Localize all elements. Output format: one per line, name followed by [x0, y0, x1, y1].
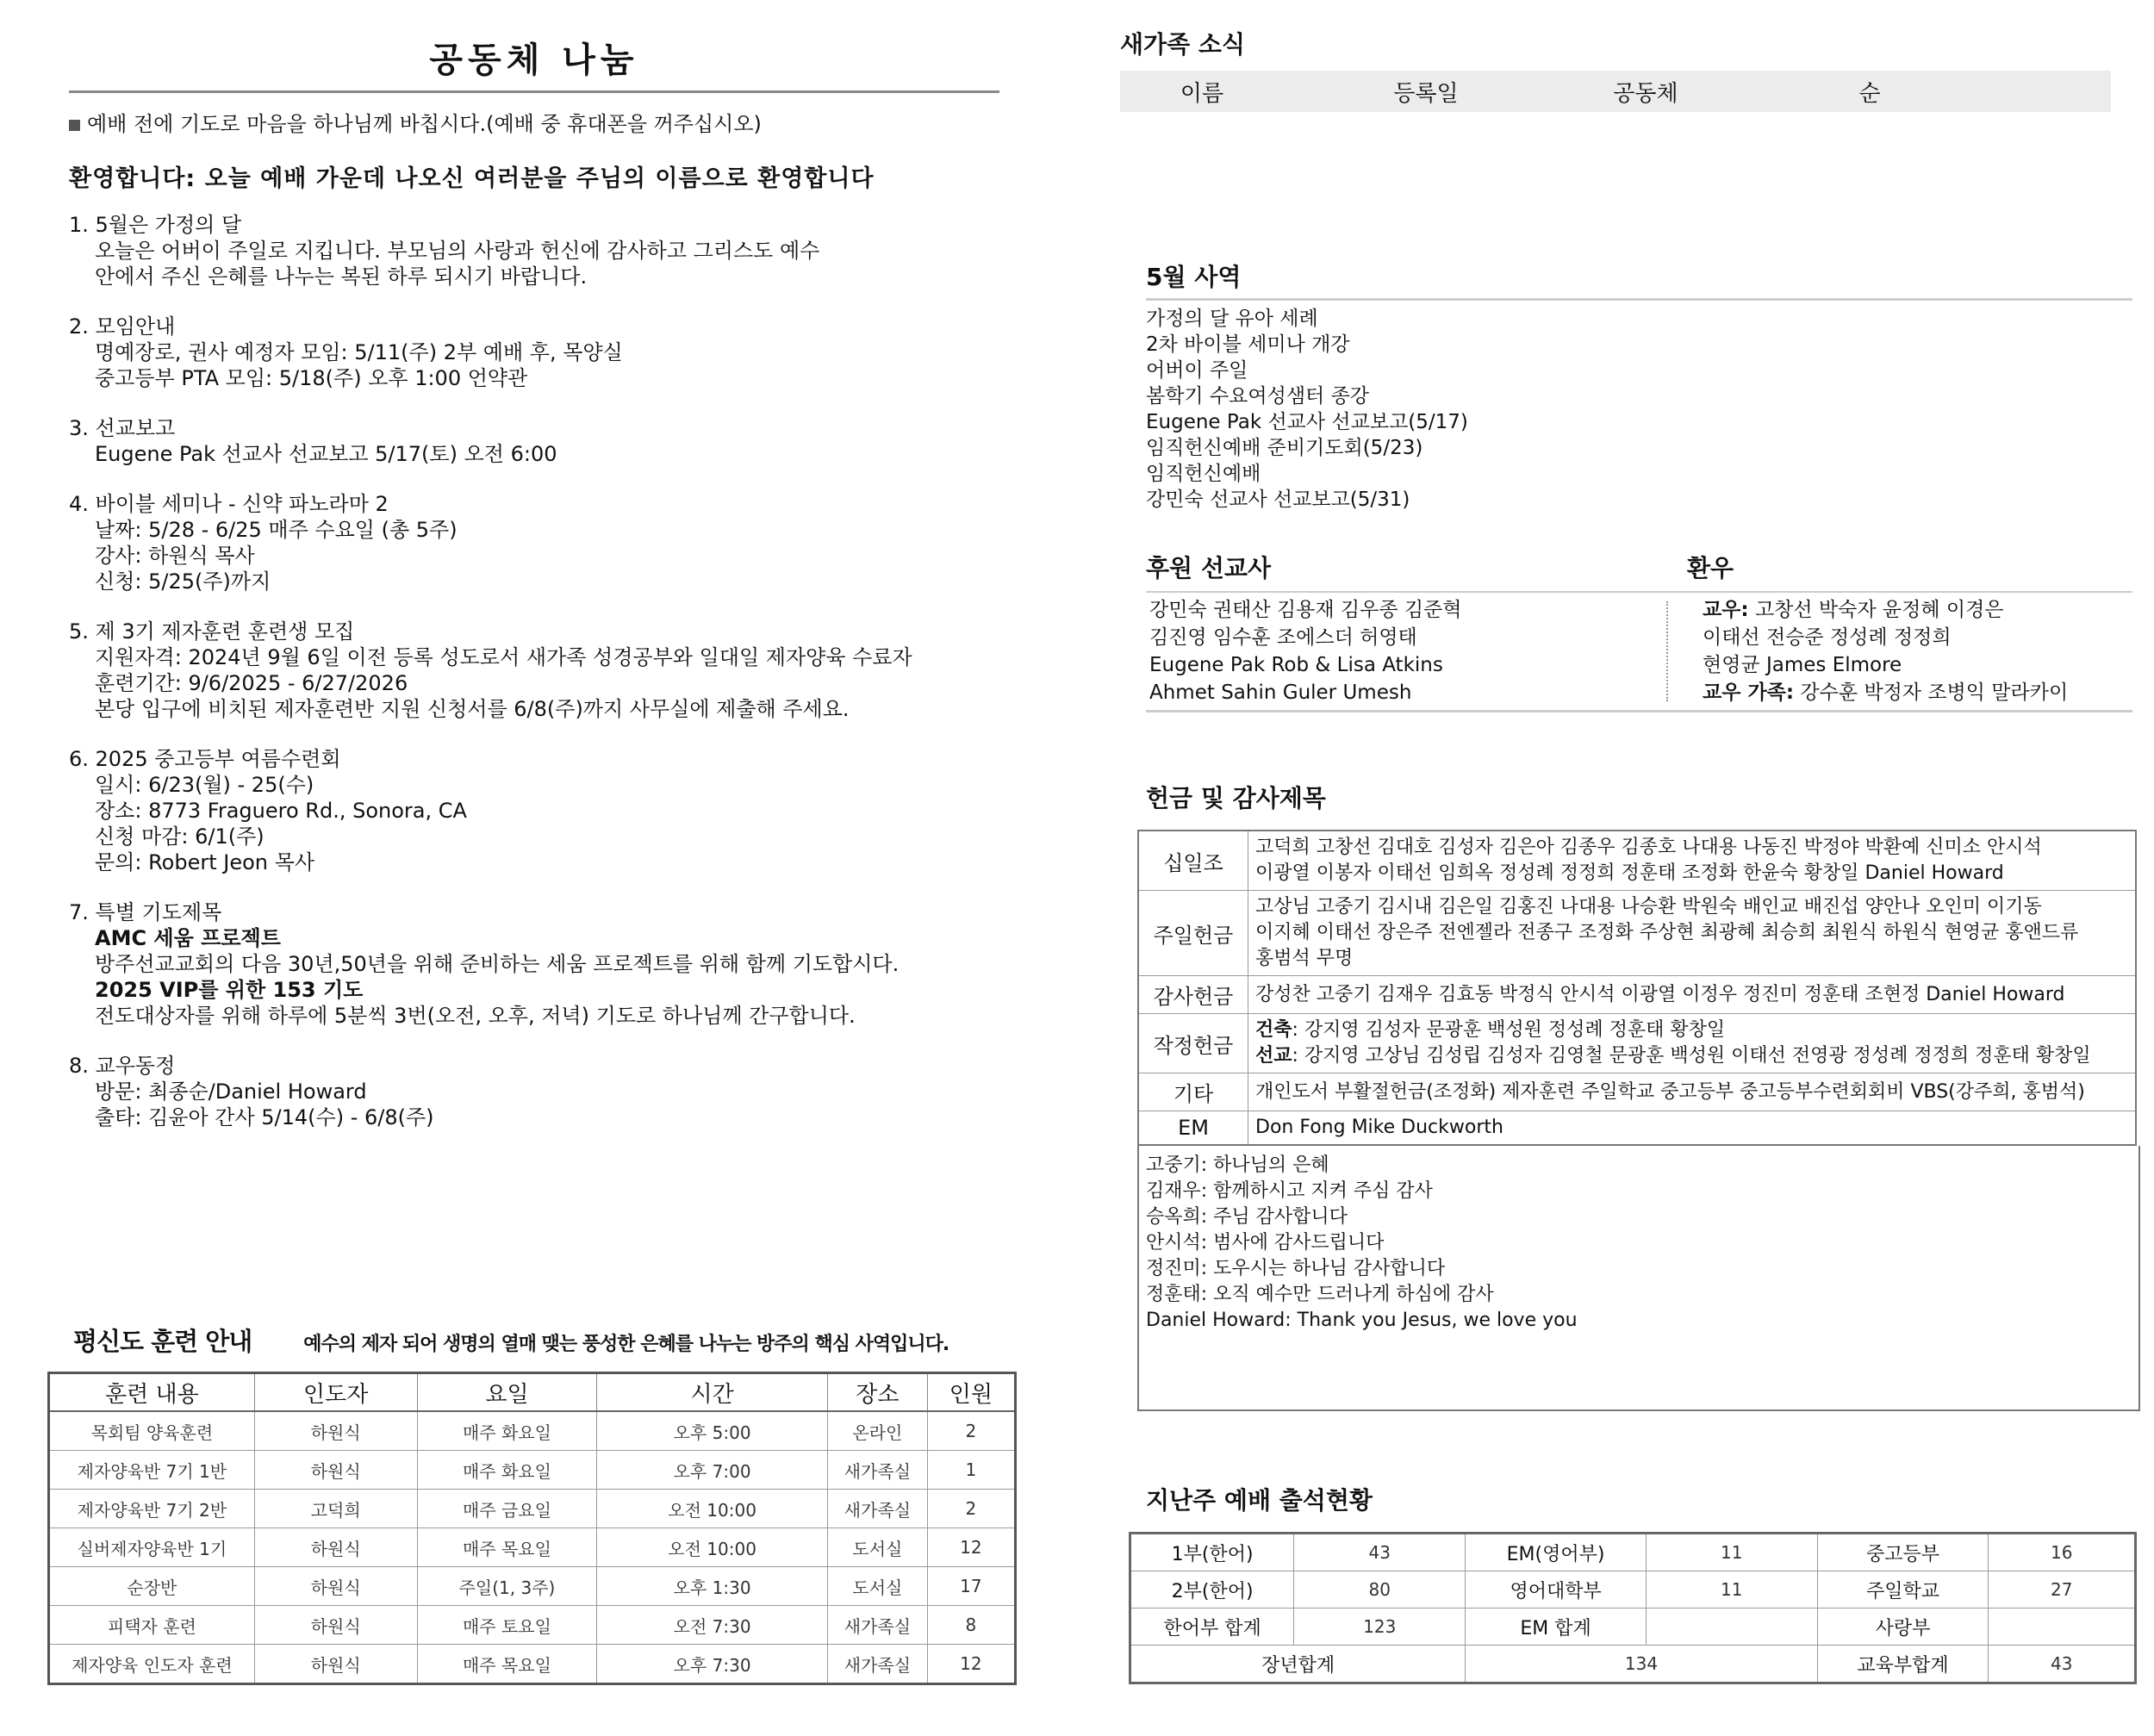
- patient-names: 강수훈 박정자 조병익 말라카이: [1794, 681, 2069, 704]
- attendance-label: 주일학교: [1817, 1571, 1989, 1608]
- attendance-count: 43: [1989, 1646, 2136, 1683]
- list-item: 2차 바이블 세미나 개강: [1146, 333, 1350, 356]
- lay-training-section: [47, 1322, 1017, 1685]
- announcement-line: 본당 입구에 비치된 제자훈련반 지원 신청서를 6/8(주)까지 사무실에 제출해 주세요.: [95, 697, 850, 721]
- training-title: 평신도 훈련 안내: [73, 1327, 252, 1356]
- offering-title: 헌금 및 감사제목: [1146, 784, 1326, 812]
- announcement-line: 문의: Robert Jeon 목사: [95, 850, 315, 874]
- training-column-header: 요일: [417, 1373, 597, 1412]
- announcement-heading: 7. 특별 기도제목: [69, 900, 222, 924]
- patient-list: [1685, 596, 2068, 706]
- table-row: [49, 1528, 1016, 1567]
- list-item: 봄학기 수요여성샘터 종강: [1146, 385, 1370, 408]
- attendance-label: 장년합계: [1130, 1646, 1466, 1683]
- training-table-header: [49, 1373, 1016, 1412]
- table-row: [1130, 1608, 2136, 1646]
- missionary-line: 강민숙 권태산 김용재 김우종 김준혁: [1149, 599, 1462, 621]
- offering-label: 십일조: [1138, 831, 1248, 891]
- table-cell: 매주 목요일: [417, 1645, 597, 1684]
- table-row: [1138, 1073, 2136, 1111]
- offering-names: [1248, 891, 2137, 976]
- attendance-count: 27: [1989, 1571, 2136, 1608]
- announcement-line: AMC 세움 프로젝트: [95, 926, 281, 950]
- table-row: [49, 1567, 1016, 1606]
- offering-category: 선교: [1255, 1045, 1292, 1067]
- offering-table: [1137, 830, 2137, 1146]
- attendance-count: 123: [1294, 1608, 1466, 1646]
- table-cell: 12: [927, 1528, 1015, 1567]
- announcement-line: 강사: 하원식 목사: [95, 544, 255, 568]
- announcement-heading: 6. 2025 중고등부 여름수련회: [69, 747, 341, 771]
- announcement-item: [69, 212, 999, 289]
- thanks-item: 정훈태: 오직 예수만 드러나게 하심에 감사: [1146, 1284, 1494, 1305]
- training-table-body: [49, 1411, 1016, 1684]
- patient-names: 고창선 박숙자 윤정혜 이경은: [1748, 599, 2004, 621]
- table-cell: 제자양육반 7기 2반: [49, 1490, 255, 1528]
- list-item: 가정의 달 유아 세례: [1146, 308, 1318, 330]
- table-cell: 오전 7:30: [597, 1606, 828, 1645]
- offering-names: [1248, 1111, 2137, 1146]
- table-cell: 하원식: [254, 1567, 417, 1606]
- table-cell: 오후 7:00: [597, 1451, 828, 1490]
- missionary-line: Ahmet Sahin Guler Umesh: [1149, 681, 1412, 704]
- attendance-label: 영어대학부: [1466, 1571, 1646, 1608]
- thanks-item: 안시석: 범사에 감사드립니다: [1146, 1232, 1385, 1254]
- table-cell: 하원식: [254, 1606, 417, 1645]
- community-sharing-section: [69, 26, 999, 1154]
- training-column-header: 장소: [828, 1373, 928, 1412]
- announcement-line: 방문: 최종순/Daniel Howard: [95, 1080, 367, 1104]
- table-cell: 도서실: [828, 1528, 928, 1567]
- announcement-line: 방주선교교회의 다음 30년,50년을 위해 준비하는 세움 프로젝트를 위해 함께 기도합시다.: [95, 952, 900, 976]
- missionary-headers: [1146, 550, 2132, 584]
- table-cell: 새가족실: [828, 1606, 928, 1645]
- announcement-item: [69, 415, 999, 467]
- table-row: [49, 1645, 1016, 1684]
- offering-line: 개인도서 부활절헌금(조정화) 제자훈련 주일학교 중고등부 중고등부수련회회비 VBS(강주희, 홍범석): [1255, 1080, 2085, 1103]
- table-cell: 2: [927, 1411, 1015, 1451]
- announcement-item: [69, 899, 999, 1029]
- table-cell: 매주 금요일: [417, 1490, 597, 1528]
- offering-names: [1248, 1014, 2137, 1073]
- offering-line: 이지혜 이태선 장은주 전엔젤라 전종구 조정화 주상현 최광혜 최승희 최원식 하원식 현영균 홍앤드류: [1255, 922, 2079, 943]
- offering-line: 고덕희 고창선 김대호 김성자 김은아 김종우 김종호 나대용 나동진 박정야 박환예 신미소 안시석: [1255, 837, 2042, 858]
- worship-note-text: 예배 전에 기도로 마음을 하나님께 바칩시다.(예배 중 휴대폰을 꺼주십시오): [87, 112, 762, 136]
- offering-section: [1137, 780, 2137, 1411]
- table-row: [1138, 1111, 2136, 1146]
- announcement-line: 장소: 8773 Fraguero Rd., Sonora, CA: [95, 799, 467, 823]
- offering-label: 작정헌금: [1138, 1014, 1248, 1073]
- attendance-count: [1646, 1608, 1817, 1646]
- announcement-line: 중고등부 PTA 모임: 5/18(주) 오후 1:00 언약관: [95, 366, 528, 390]
- new-family-column-header: 공동체: [1613, 80, 1678, 107]
- offering-line: 강성찬 고중기 김재우 김효동 박정식 안시석 이광열 이정우 정진미 정훈태 조현정 Daniel Howard: [1255, 983, 2065, 1005]
- table-row: [1138, 891, 2136, 976]
- table-cell: 오전 10:00: [597, 1490, 828, 1528]
- announcement-line: 지원자격: 2024년 9월 6일 이전 등록 성도로서 새가족 성경공부와 일대일 제자양육 수료자: [95, 645, 912, 669]
- training-column-header: 인원: [927, 1373, 1015, 1412]
- table-cell: 8: [927, 1606, 1015, 1645]
- thanks-item: Daniel Howard: Thank you Jesus, we love you: [1146, 1310, 1578, 1331]
- table-cell: 하원식: [254, 1451, 417, 1490]
- attendance-table: [1129, 1532, 2137, 1684]
- missionary-title: 후원 선교사: [1146, 554, 1271, 582]
- patient-line: [1703, 651, 2068, 679]
- announcement-item: [69, 314, 999, 391]
- announcement-heading: 3. 선교보고: [69, 416, 176, 440]
- missionary-patient-section: [1146, 550, 2132, 712]
- patient-title: 환우: [1687, 554, 1734, 582]
- table-cell: 하원식: [254, 1528, 417, 1567]
- divider: [1146, 710, 2132, 712]
- announcement-item: [69, 619, 999, 722]
- announcement-line: 신청 마감: 6/1(주): [95, 824, 265, 849]
- announcement-line: 신청: 5/25(주)까지: [95, 569, 271, 594]
- announcement-heading: 8. 교우동정: [69, 1054, 176, 1078]
- table-cell: 오전 10:00: [597, 1528, 828, 1567]
- table-cell: 매주 화요일: [417, 1451, 597, 1490]
- offering-names: [1248, 1073, 2137, 1111]
- thanks-item: 정진미: 도우시는 하나님 감사합니다: [1146, 1258, 1446, 1279]
- list-item: 임직헌신예배 준비기도회(5/23): [1146, 437, 1423, 459]
- announcement-line: 훈련기간: 9/6/2025 - 6/27/2026: [95, 671, 408, 695]
- offering-line: [1255, 1043, 2128, 1069]
- offering-category-names: : 강지영 고상님 김성립 김성자 김영철 문광훈 백성원 이태선 전영광 정성례 정정희 정훈태 황창일: [1292, 1045, 2091, 1067]
- patient-line: [1703, 679, 2068, 706]
- offering-line: 홍범석 무명: [1255, 948, 1354, 969]
- new-family-column-header: 이름: [1180, 80, 1224, 107]
- table-cell: 1: [927, 1451, 1015, 1490]
- table-cell: 주일(1, 3주): [417, 1567, 597, 1606]
- announcement-line: 일시: 6/23(월) - 25(수): [95, 773, 314, 797]
- offering-line: Don Fong Mike Duckworth: [1255, 1117, 1503, 1138]
- table-cell: 12: [927, 1645, 1015, 1684]
- table-cell: 제자양육반 7기 1반: [49, 1451, 255, 1490]
- offering-line: 고상님 고중기 김시내 김은일 김홍진 나대용 나승환 박원숙 배인교 배진섭 양안나 오인미 이기동: [1255, 896, 2042, 918]
- announcement-line: 2025 VIP를 위한 153 기도: [95, 978, 364, 1002]
- may-ministry-section: [1146, 258, 2132, 513]
- table-cell: 오후 5:00: [597, 1411, 828, 1451]
- table-cell: 하원식: [254, 1645, 417, 1684]
- offering-label: EM: [1138, 1111, 1248, 1146]
- table-cell: 매주 화요일: [417, 1411, 597, 1451]
- training-subtitle: 예수의 제자 되어 생명의 열매 맺는 풍성한 은혜를 나누는 방주의 핵심 사역입니다.: [303, 1334, 949, 1355]
- attendance-title: 지난주 예배 출석현황: [1146, 1486, 1373, 1515]
- table-cell: 목회팀 양육훈련: [49, 1411, 255, 1451]
- thanks-item: 고중기: 하나님의 은혜: [1146, 1154, 1329, 1176]
- list-item: 강민숙 선교사 선교보고(5/31): [1146, 488, 1410, 511]
- training-column-header: 훈련 내용: [49, 1373, 255, 1412]
- announcement-line: 안에서 주신 은혜를 나누는 복된 하루 되시기 바랍니다.: [95, 264, 588, 289]
- may-ministry-list: [1146, 306, 2132, 513]
- announcement-list: [69, 212, 999, 1130]
- offering-line: 이광열 이봉자 이태선 임희옥 정성례 정정희 정훈태 조정화 한윤숙 황창일 Daniel Howard: [1255, 862, 2004, 884]
- patient-names: 현영균 James Elmore: [1703, 654, 1902, 676]
- dotted-divider: [1666, 601, 1668, 701]
- attendance-count: 16: [1989, 1534, 2136, 1571]
- table-row: [1138, 1014, 2136, 1073]
- announcement-line: 명예장로, 권사 예정자 모임: 5/11(주) 2부 예배 후, 목양실: [95, 340, 623, 364]
- thanks-item: 승옥희: 주님 감사합니다: [1146, 1206, 1348, 1228]
- patient-names: 이태선 전승준 정성례 정정희: [1703, 626, 1952, 649]
- training-column-header: 인도자: [254, 1373, 417, 1412]
- table-cell: 새가족실: [828, 1490, 928, 1528]
- training-table: [47, 1372, 1017, 1685]
- training-header: [73, 1322, 1017, 1358]
- attendance-count: [1989, 1608, 2136, 1646]
- announcement-line: 오늘은 어버이 주일로 지킵니다. 부모님의 사랑과 헌신에 감사하고 그리스도 예수: [95, 239, 820, 263]
- table-row: [1130, 1646, 2136, 1683]
- table-cell: 실버제자양육반 1기: [49, 1528, 255, 1567]
- new-family-column-header: 순: [1858, 80, 1881, 107]
- announcement-heading: 1. 5월은 가정의 달: [69, 213, 242, 237]
- table-cell: 도서실: [828, 1567, 928, 1606]
- table-cell: 새가족실: [828, 1451, 928, 1490]
- patient-label: 교우 가족:: [1703, 681, 1795, 704]
- new-family-section: [1120, 26, 2132, 112]
- table-cell: 새가족실: [828, 1645, 928, 1684]
- offering-category-names: : 강지영 김성자 문광훈 백성원 정성례 정훈태 황창일: [1292, 1019, 1726, 1041]
- attendance-label: EM(영어부): [1466, 1534, 1646, 1571]
- table-cell: 순장반: [49, 1567, 255, 1606]
- missionary-line: Eugene Pak Rob & Lisa Atkins: [1149, 654, 1443, 676]
- announcement-item: [69, 1053, 999, 1130]
- attendance-count: 11: [1646, 1571, 1817, 1608]
- attendance-label: 1부(한어): [1130, 1534, 1294, 1571]
- attendance-label: 2부(한어): [1130, 1571, 1294, 1608]
- missionary-line: 김진영 임수훈 조에스더 허영태: [1149, 626, 1417, 649]
- announcement-line: Eugene Pak 선교사 선교보고 5/17(토) 오전 6:00: [95, 442, 557, 466]
- attendance-count: 80: [1294, 1571, 1466, 1608]
- announcement-heading: 2. 모임안내: [69, 314, 176, 339]
- divider: [1146, 591, 2132, 593]
- table-cell: 오후 7:30: [597, 1645, 828, 1684]
- table-row: [1138, 976, 2136, 1014]
- patient-line: [1703, 596, 2068, 624]
- table-cell: 고덕희: [254, 1490, 417, 1528]
- table-cell: 온라인: [828, 1411, 928, 1451]
- table-row: [49, 1411, 1016, 1451]
- table-cell: 매주 토요일: [417, 1606, 597, 1645]
- offering-label: 기타: [1138, 1073, 1248, 1111]
- announcement-line: 출타: 김윤아 간사 5/14(수) - 6/8(주): [95, 1105, 434, 1129]
- announcement-heading: 4. 바이블 세미나 - 신약 파노라마 2: [69, 492, 389, 516]
- offering-names: [1248, 831, 2137, 891]
- attendance-label: 한어부 합계: [1130, 1608, 1294, 1646]
- divider: [1146, 298, 2132, 301]
- table-cell: 제자양육 인도자 훈련: [49, 1645, 255, 1684]
- table-cell: 피택자 훈련: [49, 1606, 255, 1645]
- new-family-column-header: 등록일: [1393, 80, 1459, 107]
- worship-note: [69, 107, 999, 137]
- offering-category: 건축: [1255, 1019, 1292, 1041]
- training-column-header: 시간: [597, 1373, 828, 1412]
- table-cell: 17: [927, 1567, 1015, 1606]
- table-cell: 2: [927, 1490, 1015, 1528]
- new-family-title: 새가족 소식: [1120, 30, 1245, 59]
- list-item: 임직헌신예배: [1146, 463, 1261, 485]
- announcement-item: [69, 491, 999, 594]
- attendance-section: [1129, 1482, 2141, 1684]
- offering-label: 감사헌금: [1138, 976, 1248, 1014]
- attendance-count: 43: [1294, 1534, 1466, 1571]
- missionary-body: [1146, 596, 2132, 706]
- thanks-item: 김재우: 함께하시고 지켜 주심 감사: [1146, 1180, 1433, 1202]
- new-family-header: [1120, 71, 2111, 112]
- list-item: 어버이 주일: [1146, 359, 1248, 382]
- table-cell: 매주 목요일: [417, 1528, 597, 1567]
- attendance-label: 사랑부: [1817, 1608, 1989, 1646]
- attendance-label: 중고등부: [1817, 1534, 1989, 1571]
- table-row: [49, 1451, 1016, 1490]
- table-cell: 오후 1:30: [597, 1567, 828, 1606]
- attendance-label: EM 합계: [1466, 1608, 1646, 1646]
- attendance-count: 134: [1466, 1646, 1817, 1683]
- attendance-label: 교육부합계: [1817, 1646, 1989, 1683]
- may-ministry-title: 5월 사역: [1146, 263, 1242, 291]
- patient-line: [1703, 624, 2068, 651]
- welcome-message: 환영합니다: 오늘 예배 가운데 나오신 여러분을 주님의 이름으로 환영합니다: [69, 165, 875, 192]
- attendance-count: 11: [1646, 1534, 1817, 1571]
- offering-line: [1255, 1017, 2128, 1043]
- announcement-item: [69, 746, 999, 875]
- table-row: [49, 1606, 1016, 1645]
- table-cell: 하원식: [254, 1411, 417, 1451]
- list-item: Eugene Pak 선교사 선교보고(5/17): [1146, 411, 1468, 433]
- table-row: [49, 1490, 1016, 1528]
- announcement-line: 날짜: 5/28 - 6/25 매주 수요일 (총 5주): [95, 518, 458, 542]
- square-bullet-icon: [69, 120, 80, 131]
- offering-names: [1248, 976, 2137, 1014]
- table-row: [1130, 1571, 2136, 1608]
- missionary-list: [1146, 596, 1666, 706]
- table-row: [1138, 831, 2136, 891]
- patient-label: 교우:: [1703, 599, 1749, 621]
- announcement-line: 전도대상자를 위해 하루에 5분씩 3번(오전, 오후, 저녁) 기도로 하나님께 간구합니다.: [95, 1004, 856, 1028]
- offering-label: 주일헌금: [1138, 891, 1248, 976]
- table-row: [1130, 1534, 2136, 1571]
- thanks-list: [1137, 1146, 2140, 1411]
- announcement-heading: 5. 제 3기 제자훈련 훈련생 모집: [69, 619, 355, 644]
- page-title: 공동체 나눔: [69, 26, 999, 93]
